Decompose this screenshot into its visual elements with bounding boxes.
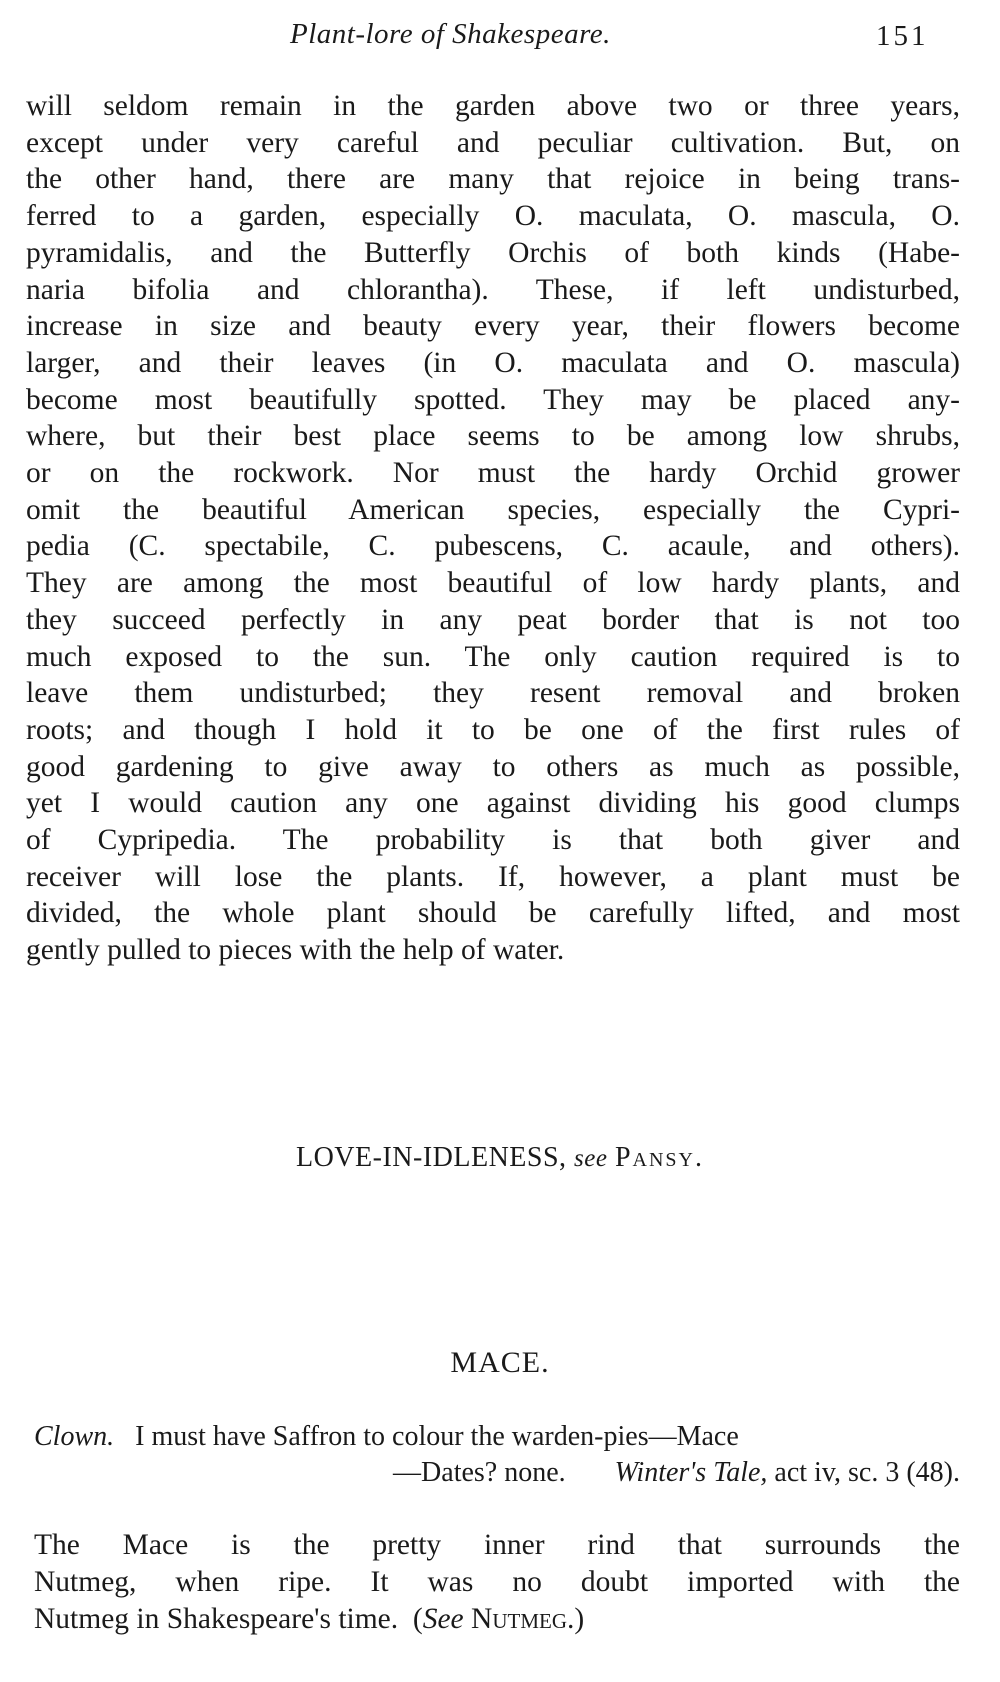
quotation-line bbox=[34, 1419, 960, 1455]
paragraph-line: Nutmeg, when ripe. It was no doubt imported with the bbox=[34, 1566, 960, 1598]
paragraph-line: become most beautifully spotted. They may be placed any- bbox=[26, 383, 960, 416]
paragraph-line: pedia (C. spectabile, C. pubescens, C. acaule, and others). bbox=[26, 530, 960, 563]
love-in-idleness-title: LOVE-IN-IDLENESS, bbox=[295, 1142, 567, 1173]
page-number: 151 bbox=[876, 20, 929, 52]
quotation-text: I must have Saffron to colour the warden-pies—Mace bbox=[135, 1421, 739, 1452]
see-reference-word: see bbox=[574, 1145, 608, 1172]
close-paren: ) bbox=[574, 1603, 585, 1635]
paragraph-line: the other hand, there are many that rejoice in being trans- bbox=[26, 163, 960, 196]
open-paren: ( bbox=[412, 1603, 423, 1635]
cross-reference-pansy: Pansy. bbox=[614, 1142, 704, 1173]
citation-location: act iv, sc. 3 (48). bbox=[774, 1457, 960, 1488]
paragraph-line: They are among the most beautiful of low hardy plants, and bbox=[26, 567, 960, 600]
paragraph-line: ferred to a garden, especially O. maculata, O. mascula, O. bbox=[26, 200, 960, 233]
heading-love-in-idleness bbox=[0, 1142, 1000, 1174]
running-title: Plant-lore of Shakespeare. bbox=[290, 18, 611, 50]
orchis-paragraph bbox=[26, 88, 960, 969]
paragraph-line: good gardening to give away to others as much as possible, bbox=[26, 750, 960, 783]
paragraph-line: leave them undisturbed; they resent removal and broken bbox=[26, 677, 960, 710]
paragraph-line: increase in size and beauty every year, their flowers become bbox=[26, 310, 960, 343]
quotation-text: —Dates? none. bbox=[393, 1457, 566, 1488]
paragraph-text: Nutmeg in Shakespeare's time. bbox=[34, 1603, 399, 1635]
citation-work: Winter's Tale, bbox=[614, 1457, 768, 1488]
paragraph-line: receiver will lose the plants. If, however, a plant must be bbox=[26, 860, 960, 893]
mace-paragraph bbox=[34, 1527, 960, 1638]
paragraph-line: will seldom remain in the garden above two or three years, bbox=[26, 90, 960, 122]
paragraph-line: omit the beautiful American species, especially the Cypri- bbox=[26, 493, 960, 526]
mace-quotation bbox=[34, 1419, 960, 1491]
paragraph-line: gently pulled to pieces with the help of water. bbox=[26, 934, 565, 967]
paragraph-line: pyramidalis, and the Butterfly Orchis of both kinds (Habe- bbox=[26, 236, 960, 269]
paragraph-line: roots; and though I hold it to be one of the first rules of bbox=[26, 713, 960, 746]
paragraph-line: of Cypripedia. The probability is that both giver and bbox=[26, 824, 960, 857]
see-reference-word: See bbox=[422, 1603, 464, 1635]
paragraph-line: yet I would caution any one against dividing his good clumps bbox=[26, 787, 960, 820]
paragraph-line: they succeed perfectly in any peat border that is not too bbox=[26, 603, 960, 636]
cross-reference-nutmeg: Nutmeg. bbox=[471, 1603, 575, 1635]
paragraph-line: where, but their best place seems to be among low shrubs, bbox=[26, 420, 960, 453]
heading-mace: MACE. bbox=[450, 1346, 550, 1379]
paragraph-line: except under very careful and peculiar cultivation. But, on bbox=[26, 126, 960, 159]
running-head bbox=[0, 18, 1000, 58]
paragraph-line: The Mace is the pretty inner rind that surrounds the bbox=[34, 1529, 960, 1561]
paragraph-line: larger, and their leaves (in O. maculata and O. mascula) bbox=[26, 346, 960, 379]
quotation-speaker: Clown. bbox=[34, 1421, 115, 1452]
paragraph-line: much exposed to the sun. The only caution required is to bbox=[26, 640, 960, 673]
paragraph-line: naria bifolia and chlorantha). These, if left undisturbed, bbox=[26, 273, 960, 306]
paragraph-line bbox=[34, 1601, 960, 1638]
quotation-line bbox=[34, 1455, 960, 1491]
paragraph-line: or on the rockwork. Nor must the hardy Orchid grower bbox=[26, 457, 960, 490]
paragraph-line: divided, the whole plant should be carefully lifted, and most bbox=[26, 897, 960, 930]
